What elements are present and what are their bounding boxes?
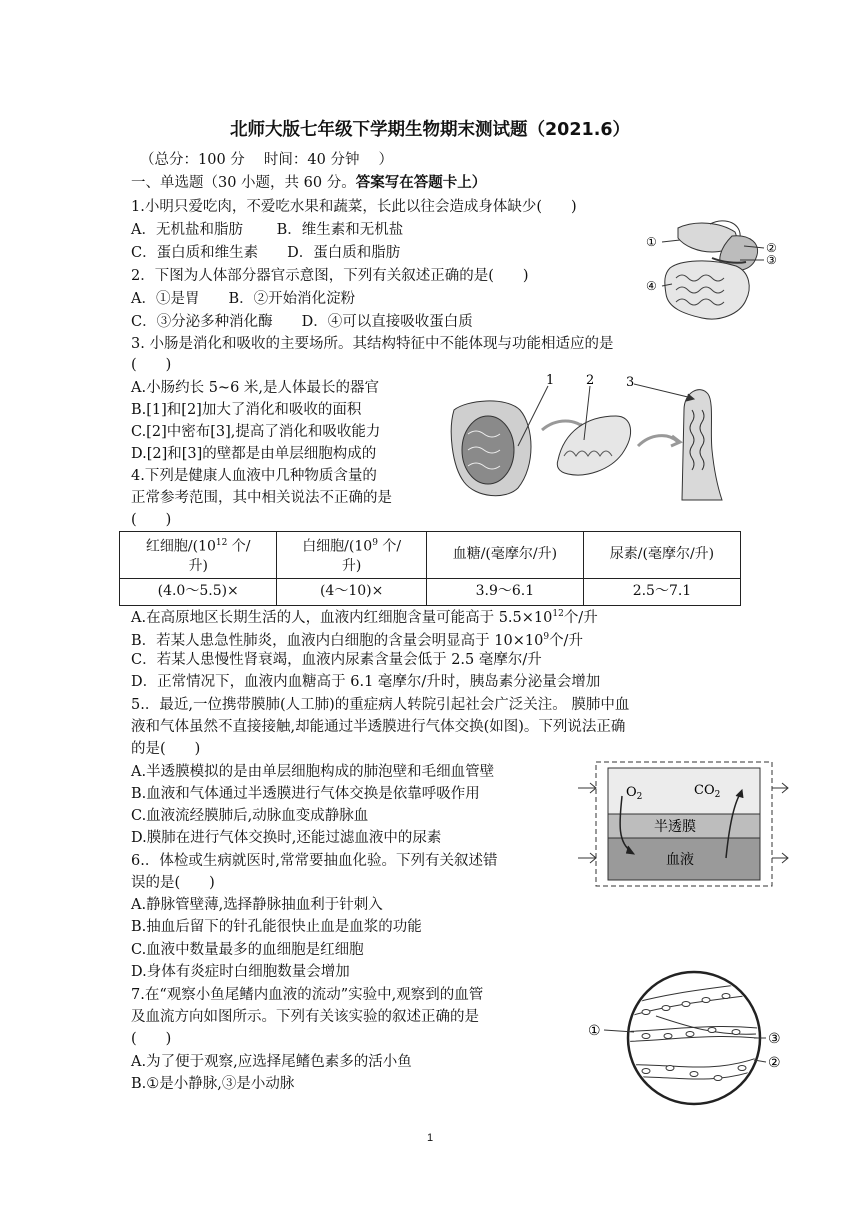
label-3: 3 bbox=[626, 375, 635, 390]
label-1: ① bbox=[646, 235, 657, 249]
small-intestine-figure bbox=[446, 370, 736, 502]
q1-options-cd: C．蛋白质和维生素 D．蛋白质和脂肪 bbox=[131, 245, 401, 261]
label-4: ④ bbox=[646, 279, 657, 293]
header-wbc: 白细胞$/(10^9$ 个/ 升) bbox=[277, 532, 426, 579]
q4-stem-line2: 正常参考范围，其中相关说法不正确的是 bbox=[131, 490, 392, 506]
label-2: ② bbox=[766, 241, 777, 255]
page-title: 北师大版七年级下学期生物期末测试题（2021.6） bbox=[229, 120, 631, 140]
q4-option-c: C．若某人患慢性肾衰竭，血液内尿素含量会低于 2.5 毫摩尔/升 bbox=[131, 652, 542, 668]
q4-option-a: A.在高原地区长期生活的人，血液内红细胞含量可能高于 $5.5\times 10^{12}$个/升 bbox=[131, 609, 598, 626]
q3-option-c: C.[2]中密布[3],提高了消化和吸收能力 bbox=[131, 424, 381, 440]
label-3: ③ bbox=[766, 253, 777, 267]
q7-option-a: A.为了便于观察,应选择尾鳍色素多的活小鱼 bbox=[131, 1054, 412, 1070]
q3-stem-line1: 3. 小肠是消化和吸收的主要场所。其结构特征中不能体现与功能相适应的是 bbox=[131, 336, 614, 352]
digestive-organs-figure bbox=[640, 218, 785, 330]
membrane-label: 半透膜 bbox=[654, 819, 696, 835]
q4-stem-line3: ( ) bbox=[131, 512, 172, 528]
label-1: 1 bbox=[546, 373, 555, 388]
q1-options-ab: A．无机盐和脂肪 B．维生素和无机盐 bbox=[131, 222, 404, 238]
q3-option-a: A.小肠约长 5~6 米,是人体最长的器官 bbox=[131, 380, 380, 396]
q6-stem-line1: 6.．体检或生病就医时,常常要抽血化验。下列有关叙述错 bbox=[131, 853, 498, 869]
q4-option-d: D．正常情况下，血液内血糖高于 6.1 毫摩尔/升时，胰岛素分泌量会增加 bbox=[131, 674, 601, 690]
value-urea: 2.5～7.1 bbox=[583, 578, 740, 605]
co2-label: $CO_2$ bbox=[694, 783, 721, 800]
o2-label: $O_2$ bbox=[626, 785, 643, 802]
q4-option-b: B．若某人患急性肺炎，血液内白细胞的含量会明显高于 $10\times 10^9$个/升 bbox=[131, 632, 583, 649]
page-number: 1 bbox=[426, 1132, 434, 1144]
membrane-lung-figure bbox=[576, 758, 794, 890]
label-2: 2 bbox=[586, 373, 595, 388]
vessel-label-1: ① bbox=[588, 1023, 601, 1039]
q2-options-ab: A．①是胃 B．②开始消化淀粉 bbox=[131, 291, 356, 307]
q5-stem-line1: 5.．最近,一位携带膜肺(人工肺)的重症病人转院引起社会广泛关注。 膜肺中血 bbox=[131, 697, 630, 713]
q5-option-b: B.血液和气体通过半透膜进行气体交换是依靠呼吸作用 bbox=[131, 786, 480, 802]
header-rbc: 红细胞$/(10^{12}$ 个/ 升) bbox=[120, 532, 277, 579]
blood-reference-table bbox=[119, 531, 741, 606]
exam-meta: （总分：100 分 时间：40 分钟 ） bbox=[140, 152, 394, 168]
value-wbc: (4～10)× bbox=[277, 578, 426, 605]
vessel-label-3: ③ bbox=[768, 1031, 781, 1047]
q5-option-d: D.膜肺在进行气体交换时,还能过滤血液中的尿素 bbox=[131, 830, 442, 846]
header-glucose: 血糖/(毫摩尔/升) bbox=[426, 532, 583, 579]
q5-option-a: A.半透膜模拟的是由单层细胞构成的肺泡壁和毛细血管壁 bbox=[131, 764, 495, 780]
value-glucose: 3.9～6.1 bbox=[426, 578, 583, 605]
q5-stem-line3: 的是( ) bbox=[131, 741, 201, 757]
header-urea: 尿素/(毫摩尔/升) bbox=[583, 532, 740, 579]
q7-option-b: B.①是小静脉,③是小动脉 bbox=[131, 1076, 295, 1092]
q2-options-cd: C．③分泌多种消化酶 D．④可以直接吸收蛋白质 bbox=[131, 314, 473, 330]
section-heading: 一、单选题（30 小题，共 60 分。答案写在答题卡上） bbox=[131, 175, 487, 191]
q3-option-d: D.[2]和[3]的壁都是由单层细胞构成的 bbox=[131, 446, 377, 462]
q5-option-c: C.血液流经膜肺后,动脉血变成静脉血 bbox=[131, 808, 369, 824]
q1-stem: 1.小明只爱吃肉，不爱吃水果和蔬菜，长此以往会造成身体缺少( ) bbox=[131, 199, 577, 215]
q3-stem-line2: ( ) bbox=[131, 357, 172, 373]
fish-tail-capillary-figure bbox=[586, 970, 786, 1110]
q6-option-a: A.静脉管壁薄,选择静脉抽血利于针刺入 bbox=[131, 897, 383, 913]
q6-option-c: C.血液中数量最多的血细胞是红细胞 bbox=[131, 942, 364, 958]
q6-option-b: B.抽血后留下的针孔能很快止血是血浆的功能 bbox=[131, 919, 422, 935]
q6-stem-line2: 误的是( ) bbox=[131, 875, 215, 891]
vessel-label-2: ② bbox=[768, 1055, 781, 1071]
q2-stem: 2．下图为人体部分器官示意图，下列有关叙述正确的是( ) bbox=[131, 268, 529, 284]
q3-option-b: B.[1]和[2]加大了消化和吸收的面积 bbox=[131, 402, 362, 418]
q4-stem-line1: 4.下列是健康人血液中几种物质含量的 bbox=[131, 468, 377, 484]
blood-label: 血液 bbox=[666, 852, 694, 868]
q7-stem-line2: 及血流方向如图所示。下列有关该实验的叙述正确的是 bbox=[131, 1009, 479, 1025]
q7-stem-line1: 7.在“观察小鱼尾鳍内血液的流动”实验中,观察到的血管 bbox=[131, 987, 484, 1003]
q5-stem-line2: 液和气体虽然不直接接触,却能通过半透膜进行气体交换(如图)。下列说法正确 bbox=[131, 719, 626, 735]
q6-option-d: D.身体有炎症时白细胞数量会增加 bbox=[131, 964, 350, 980]
q7-stem-line3: ( ) bbox=[131, 1031, 172, 1047]
value-rbc: (4.0～5.5)× bbox=[120, 578, 277, 605]
